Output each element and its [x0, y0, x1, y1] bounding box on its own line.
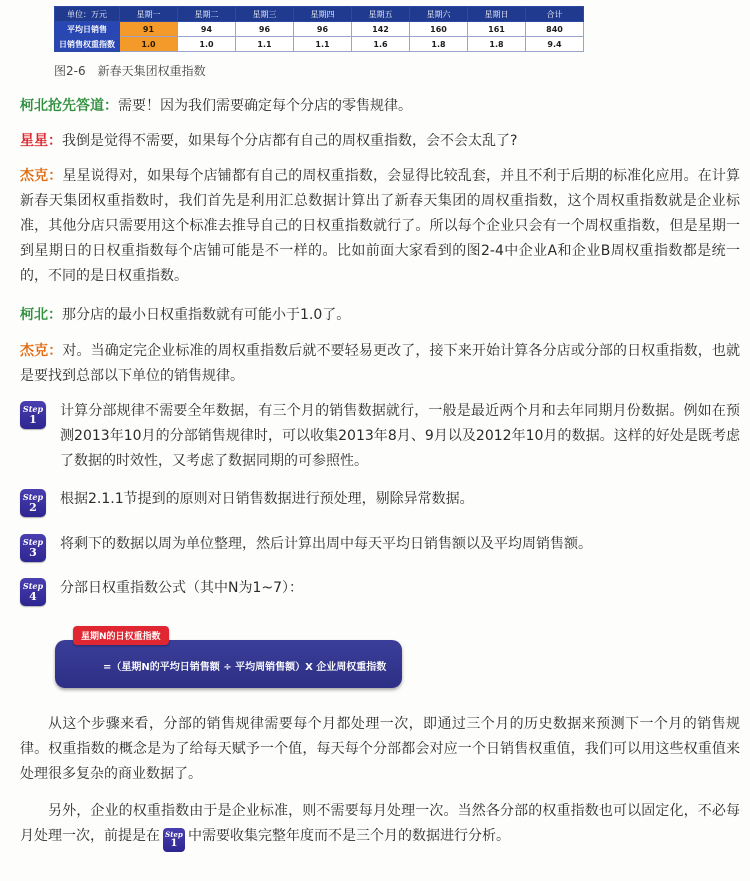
- step-4: [20, 576, 740, 606]
- closing-paragraph: 从这个步骤来看，分部的销售规律需要每个月都处理一次，即通过三个月的历史数据来预测下一个月的销售规律。权重指数的概念是为了给每天赋予一个值，每天每个分部都会对应一个日销售权重值，我们可以用这些权重值来处理很多复杂的商业数据了。: [20, 716, 740, 782]
- closing-text: 中需要收集完整年度而不是三个月的数据进行分析。: [188, 828, 510, 844]
- table-header-cell: 合计: [526, 7, 584, 22]
- table-cell: 160: [410, 22, 468, 37]
- table-cell: 1.0: [120, 37, 178, 52]
- dialogue-paragraph: [20, 339, 740, 389]
- table-cell: 96: [236, 22, 294, 37]
- speaker-name: 星星：: [20, 133, 62, 149]
- table-cell: 91: [120, 22, 178, 37]
- speaker-name: 柯北：: [20, 307, 62, 323]
- dialogue-text: 对。当确定完企业标准的周权重指数后就不要轻易更改了，接下来开始计算各分店或分部的日权重指数，也就是要找到总部以下单位的销售规律。: [20, 343, 741, 384]
- table-cell: 840: [526, 22, 584, 37]
- formula-tag: 星期N的日权重指数: [73, 626, 169, 645]
- step-text: 分部日权重指数公式（其中N为1~7）：: [60, 580, 304, 596]
- table-cell: 1.8: [468, 37, 526, 52]
- speaker-name: 杰克：: [20, 168, 63, 184]
- dialogue-text: 我倒是觉得不需要，如果每个分店都有自己的周权重指数，会不会太乱了?: [62, 133, 518, 149]
- dialogue-text: 需要！因为我们需要确定每个分店的零售规律。: [118, 98, 412, 114]
- step-badge-icon: Step 1: [163, 828, 185, 852]
- speaker-name: 杰克：: [20, 343, 63, 359]
- table-header-row: [55, 7, 584, 22]
- step-text: 根据2.1.1节提到的原则对日销售数据进行预处理，剔除异常数据。: [60, 491, 474, 507]
- table-cell: 1.1: [294, 37, 352, 52]
- table-cell: 94: [178, 22, 236, 37]
- step-text: 将剩下的数据以周为单位整理，然后计算出周中每天平均日销售额以及平均周销售额。: [60, 536, 592, 552]
- formula-box: [55, 632, 402, 688]
- table-row-label: 日销售权重指数: [55, 37, 120, 52]
- step-1: [20, 399, 740, 479]
- table-row: [55, 22, 584, 37]
- weight-index-table: [54, 6, 584, 52]
- figure-caption: 图2-6 新春天集团权重指数: [54, 64, 206, 78]
- step-badge-icon: Step 2: [20, 489, 46, 517]
- step-badge-icon: Step 1: [20, 401, 46, 429]
- dialogue-paragraph: [20, 129, 740, 154]
- dialogue-paragraph: [20, 94, 740, 119]
- closing-text: 另外，企业的权重指数由于是企业标准，则不需要每月处理一次。当然各分部的权重指数也可以固定化，不必每月处理一次，前提是在: [20, 803, 740, 844]
- dialogue-text: 那分店的最小日权重指数就有可能小于1.0了。: [62, 307, 351, 323]
- step-badge-icon: Step 4: [20, 578, 46, 606]
- table-header-cell: 星期二: [178, 7, 236, 22]
- closing-paragraph: [20, 799, 740, 852]
- table-header-cell: 星期六: [410, 7, 468, 22]
- table-header-cell: 星期三: [236, 7, 294, 22]
- table-row-label: 平均日销售: [55, 22, 120, 37]
- step-2: [20, 487, 740, 517]
- table-header-cell: 星期一: [120, 7, 178, 22]
- table-header-cell: 星期五: [352, 7, 410, 22]
- dialogue-paragraph: [20, 303, 740, 328]
- table-cell: 9.4: [526, 37, 584, 52]
- step-3: [20, 532, 740, 562]
- table-header-cell: 单位：万元: [55, 7, 120, 22]
- table-cell: 142: [352, 22, 410, 37]
- step-badge-icon: Step 3: [20, 534, 46, 562]
- dialogue-text: 星星说得对，如果每个店铺都有自己的周权重指数，会显得比较乱套，并且不利于后期的标准化应用。在计算新春天集团权重指数时，我们首先是利用汇总数据计算出了新春天集团的周权重指数，这个周权重指数就是企业标准，其他分店只需要用这个标准去推导自己的日权重指数就行了。所以每个企业只会有一个周权重指数，但是星期一到星期日的日权重指数每个店铺可能是不一样的。比如前面大家看到的图2-4中企业A和企业B周权重指数都是统一的，不同的是日权重指数。: [20, 168, 741, 284]
- speaker-name: 柯北抢先答道：: [20, 98, 118, 114]
- table-header-cell: 星期四: [294, 7, 352, 22]
- dialogue-paragraph: [20, 164, 740, 289]
- step-text: 计算分部规律不需要全年数据，有三个月的销售数据就行，一般是最近两个月和去年同期月份数据。例如在预测2013年10月的分部销售规律时，可以收集2013年8月、9月以及2012年10月的数据。这样的好处是既考虑了数据的时效性，又考虑了数据同期的可参照性。: [60, 403, 740, 469]
- table-cell: 1.8: [410, 37, 468, 52]
- table-cell: 96: [294, 22, 352, 37]
- table-cell: 1.0: [178, 37, 236, 52]
- table-header-cell: 星期日: [468, 7, 526, 22]
- table-row: [55, 37, 584, 52]
- formula-expression: =（星期N的平均日销售额 ÷ 平均周销售额）X 企业周权重指数: [103, 662, 387, 673]
- table-cell: 161: [468, 22, 526, 37]
- table-cell: 1.1: [236, 37, 294, 52]
- table-cell: 1.6: [352, 37, 410, 52]
